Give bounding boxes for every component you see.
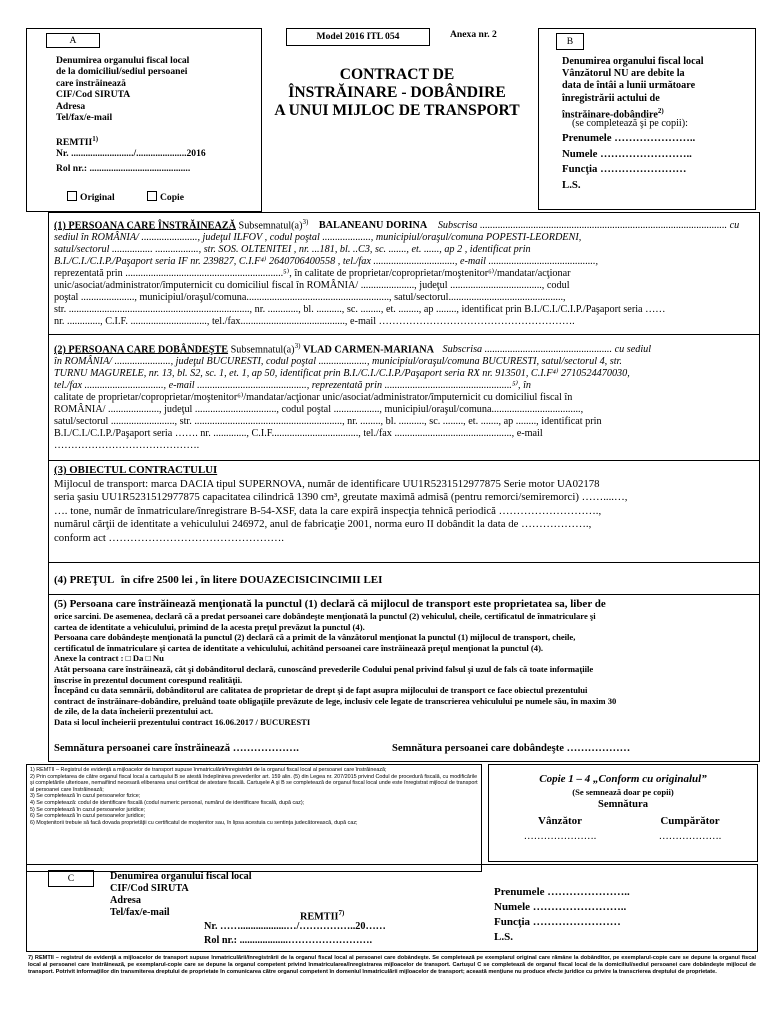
seller-heading: (1) PERSOANA CARE ÎNSTRĂINEAZĂ [54,220,236,232]
box-b-signature-fields: Prenumele ………………….. Numele …………………….. Funcţia …………………… L.S. [562,132,696,191]
divider-2 [48,460,760,461]
annex-label: Anexa nr. 2 [450,29,497,40]
box-c-remtii: REMTII$^{7)}$ [300,909,345,923]
box-a-nr-line: Nr. ........................../.....................2016 [56,148,206,159]
box-a-rol-line: Rol nr.: .......................................... [56,163,191,174]
box-a-authority-info: Denumirea organului fiscal local de la domiciliul/sediul persoanei care înstrăinează CIF/Cod SIRUTA Adresa Tel/fax/e-mail [56,55,190,124]
seller-signature: Semnătura persoanei care înstrăinează ………………. [54,743,299,754]
contract-title: CONTRACT DE ÎNSTRĂINARE - DOBÂNDIRE A UNUI MIJLOC DE TRANSPORT [274,66,520,119]
model-label: Model 2016 ITL 054 [316,31,400,42]
section-object: (3) OBIECTUL CONTRACTULUI Mijlocul de transport: marca DACIA tipul SUPERNOVA, număr de identificare UU1R5231512977875 Serie motor UA02178 seria şasiu UU1R5231512977875 capacitatea cilindrică 1390 cm³, greutate maximă admisă (pentru remorci/semiremorci) ……....…, …. tone, număr de înmatriculare/înregistrare B-54-XSF, data la care expiră inspecţia tehnică periodică ………………………., numărul cărţii de identitate a vehiculului 246972, anul de fabricaţie 2001, norma euro II dobândit la data de ………………., conform act …………………………………………. [54,464,754,546]
box-c-signature-fields: Prenumele ………………….. Numele …………………….. Funcţia …………………… L.S. [494,886,630,943]
divider-3 [48,562,760,563]
box-a-remtii: REMTII$^{1)}$ [56,135,99,149]
section-declaration: (5) Persoana care înstrăinează menţionată la punctul (1) declară că mijlocul de transport este proprietatea sa, liber de orice sarcini. De asemenea, declară că a predat persoanei care dobândeşte menţionată la punctul (2) vehiculul, cheile, certificatul de înmatriculare şi cartea de identitate a vehiculului, primind de la acesta preţul prevăzut la punctul (4). Persoana care dobândeşte menţionată la punctul (2) declară că a primit de la vânzătorul menţionat la punctul (1) mijlocul de transport, cheile, certificatul de înmatriculare şi cartea de identitate a vehiculului, achitând persoanei care înstrăinează preţul menţionat la punctul (4). Anexe la contract : □ Da □ Nu Atât persoana care înstrăinează, cât şi dobânditorul declară, cunoscând prevederile Codului penal privind falsul şi uzul de fals că toate informaţiile înscrise în prezentul document corespund realităţii. Începând cu data semnării, dobânditorul are calitatea de proprietar de drept şi de fapt asupra mijlocului de transport ce face obiectul prezentului contract de înstrăinare-dobândire, preluând toate obligaţiile prevăzute de lege, inclusiv cele legate de transcrierea vehiculului pe numele său, în maxim 30 de zile, de la data încheierii prezentului act. Data si locul încheierii prezentului contract 16.06.2017 / BUCURESTI [54,598,754,728]
box-c-authority-info: Denumirea organului fiscal local CIF/Cod SIRUTA Adresa Tel/fax/e-mail [110,871,252,918]
copies-seller-dots: …………………. [523,831,597,842]
copies-subtitle: (Se semnează doar pe copii) [572,787,674,797]
buyer-name: VLAD CARMEN-MARIANA [302,344,434,356]
original-option[interactable]: Original [66,191,115,203]
bottom-note: 7) REMTII – registrul de evidenţă a mijloacelor de transport supuse înmatriculării/înregistrării de la organul fiscal local al persoanei care dobândeşte. Se completează pe exemplarul original care rămâne la dobânditor, pe exemplarul-copie care se depune la organul fiscal local al persoanei care înstrăinează, pe exemplarul-copie care se depune la organul competent privind înmatricularea/înregistrarea mijloacelor de transport. Cartuşul C se completează de organul fiscal local de la domiciliul/sediul persoanei care dobândeşte mijlocul de transport. Potrivit informaţiilor din transmiterea dreptului de proprietate în comunicarea către organul competent în domeniul înmatriculării mijloacelor de transport; această menţiune nu produce efecte juridice cu privire la transcrierea dreptului de proprietate. [28,955,756,975]
box-a-letter: A [69,35,77,46]
seller-name: BALANEANU DORINA [318,220,428,232]
divider-1 [48,334,760,335]
box-b-debt-statement: Denumirea organului fiscal local Vânzătorul NU are debite la data de întâi a lunii următoare înregistrării actului de înstrăinare-dobândire$^{2)}$ [562,56,704,121]
price-heading: (4) PREŢUL [54,574,115,586]
copie-checkbox[interactable] [147,191,157,201]
declaration-heading: (5) Persoana care înstrăinează menţionată la punctul (1) declară că mijlocul de transport este proprietatea sa, liber de [54,598,606,610]
buyer-signature: Semnătura persoanei care dobândeşte ……………… [392,743,631,754]
box-c-rol-line: Rol nr.: ...................……………………. [204,935,373,946]
copies-buyer: Cumpărător [660,815,720,827]
footnotes: 1) REMTII – Registrul de evidenţă a mijloacelor de transport supuse înmatriculării/înregistrării de la organul fiscal local al persoanei care înstrăinează; 2) Prin completarea de către organul fiscal local a cartuşului B se atestă îndeplinirea prevederilor art. 159 alin. (5) din Legea nr. 207/2015 privind Codul de procedură fiscală, cu modificările şi completările ulterioare, nemaifiind necesară eliberarea unui certificat de atestare fiscală. Cartuşele A şi B se completează de organul fiscal local unde este înregistrat mijlocul de transport al persoanei care înstrăinează; 3) Se completează în cazul persoanelor fizice; 4) Se completează: codul de identificare fiscală (codul numeric personal, numărul de identificare fiscală, după caz); 5) Se completează în cazul persoanelor juridice; 6) Se completează în cazul persoanelor juridice; 6) Moştenitorii trebuie să facă dovada proprietăţii cu certificatul de moştenitor sau, în lipsa acestuia cu sentinţa judecătorească, după caz; [30,767,478,826]
section-price [54,573,754,587]
copies-signature: Semnătura [597,799,649,810]
price-value: în cifre 2500 lei , în litere DOUAZECISICINCIMII LEI [120,574,383,586]
box-b-note: (se completează şi pe copii): [572,118,688,129]
box-c-nr-line: Nr. ……..................…/……………..20…… [204,921,386,932]
section-buyer: (2) PERSOANA CARE DOBÂNDEŞTE $Subsemnatul(a)^{3)}$ VLAD CARMEN-MARIANA Subscrisa .................................................. cu sediul în ROMÂNIA/ ......................, judeţul BUCURESTI, codul poştal ..................., municipiul/oraşul/comuna BUCURESTI, satul/sectorul 4, str. TURNU MAGURELE, nr. 13, bl. S2, sc. 1, et. 1, ap 50, identificat prin B.I./C.I./C.I.P./Paşaport seria RX nr. 913501, C.I.F⁴⁾ 2710524470030, tel./fax ..............................., e-mail ..........................................., reprezentată prin ..................................................⁵⁾, în calitate de proprietar/coproprietar/moştenitor⁶⁾/mandatar/acţionar unic/asociat/administrator/împuternicit cu domiciliul fiscal în ROMÂNIA/ ...................., judeţul ................................, codul poştal .................., municipiul/oraşul/comuna..................................., satul/sectorul ........................., str. .........................................................., nr. ........, bl. .........., sc. ........, et. ......., ap ........, identificat prin B.I./C.I./C.I.P./Paşaport seria ……. nr. ............., C.I.F.................................., tel./fax .............................................., e-mail ……………………………………. [54,342,652,452]
copie-option[interactable]: Copie [146,191,184,203]
object-heading: (3) OBIECTUL CONTRACTULUI [54,464,218,476]
original-checkbox[interactable] [67,191,77,201]
copies-buyer-dots: ………………. [658,831,722,842]
divider-4 [48,594,760,595]
copies-title: Copie 1 – 4 „Conform cu originalul” [539,773,707,785]
box-c-letter: C [67,873,75,884]
copies-seller: Vânzător [538,815,582,827]
buyer-heading: (2) PERSOANA CARE DOBÂNDEŞTE [54,344,229,356]
section-seller: (1) PERSOANA CARE ÎNSTRĂINEAZĂ $Subsemnatul(a)^{3)}$ BALANEANU DORINA Subscrisa ................................................................................................. cu sediul în ROMÂNIA/ ......................, judeţul ILFOV , codul poştal ..................., municipiul/oraşul/comuna POPESTI-LEORDENI, satul/sectorul ................ ................., str. SOS. OLTENITEI , nr. ...181, bl. ..C3, sc. ......., et. ......, ap 2 , identificat prin B.I./C.I./C.I.P./Paşaport seria IF nr. 239827, C.I.F⁴⁾ 2640706400558 , tel./fax ................................, e-mail .........................................., reprezentată prin ..............................................................⁵⁾, în calitate de proprietar/coproprietar/moştenitor⁶⁾/mandatar/acţionar unic/asociat/administrator/împuternicit cu domiciliul fiscal în ROMÂNIA/ ....................., judeţul ...................................., codul poştal ....................., municipiul/oraşul/comuna........................................................, satul/sectorul............................................., str. ......................................................................., nr. ............, bl. .........., sc. ........, et. ........, ap ........, identificat prin B.I./C.I./C.I.P./Paşaport seria …… nr. ............., C.I.F. .............................., tel./fax........................................., e-mail …………………………………………………. [54,218,740,328]
box-b-letter: B [566,36,574,47]
